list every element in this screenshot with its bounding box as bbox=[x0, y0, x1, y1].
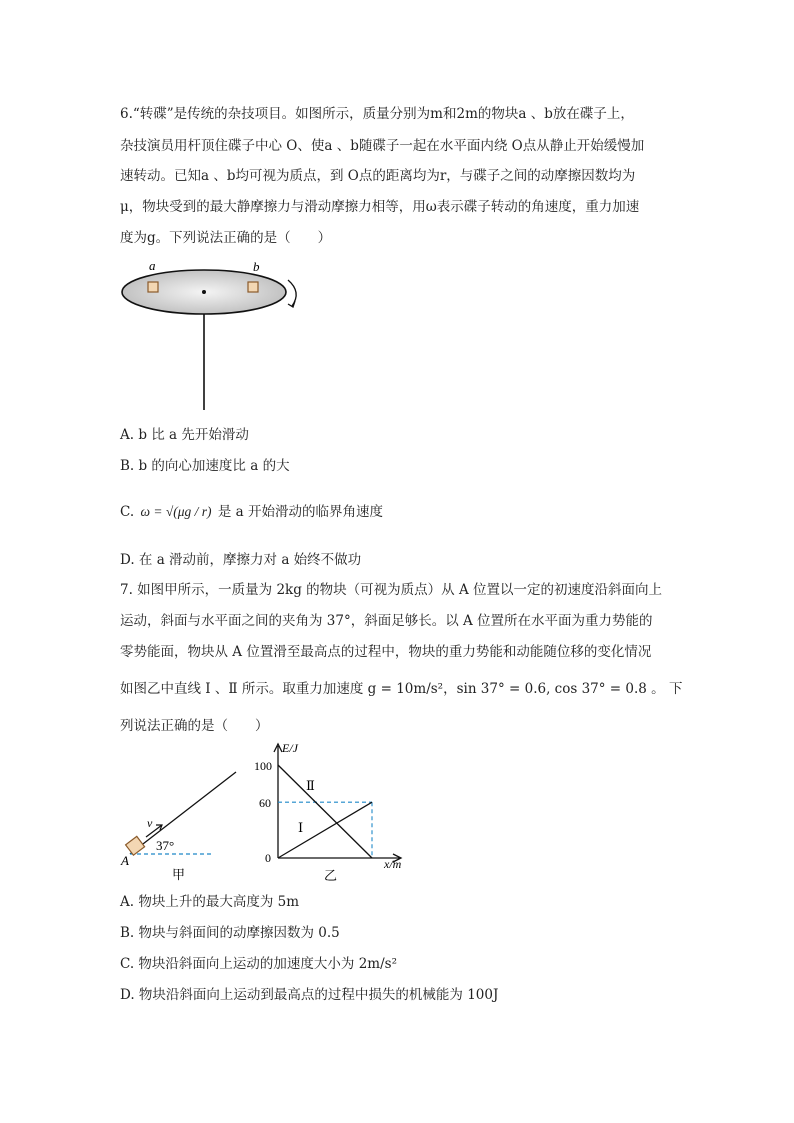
q7-line-3: 零势能面，物块从 A 位置滑至最高点的过程中，物块的重力势能和动能随位移的变化情况 bbox=[120, 644, 652, 660]
tick-label-100: 100 bbox=[254, 759, 272, 773]
q6-option-d[interactable]: D. 在 a 滑动前，摩擦力对 a 始终不做功 bbox=[120, 552, 362, 568]
option-c-text: 是 a 开始滑动的临界角速度 bbox=[217, 504, 383, 520]
q7-line-4: 如图乙中直线 Ⅰ 、Ⅱ 所示。取重力加速度 g = 10m/s²，sin 37° = 0.6, cos 37° = 0.8 。 下 bbox=[120, 681, 683, 697]
q7-option-c[interactable]: C. 物块沿斜面向上运动的加速度大小为 2m/s² bbox=[120, 956, 397, 972]
block-a bbox=[148, 282, 158, 292]
x-axis-label: x/m bbox=[384, 857, 402, 871]
velocity-label: v bbox=[147, 816, 153, 830]
block-b bbox=[248, 282, 258, 292]
point-a-label: A bbox=[121, 853, 129, 868]
angle-label: 37° bbox=[156, 838, 175, 853]
energy-chart-yi bbox=[252, 740, 422, 885]
q7-option-d[interactable]: D. 物块沿斜面向上运动到最高点的过程中损失的机械能为 100J bbox=[120, 987, 499, 1003]
q7-line-5: 列说法正确的是（ ） bbox=[120, 718, 269, 734]
q6-option-a[interactable]: A. b 比 a 先开始滑动 bbox=[120, 427, 249, 443]
q6-line-2: 杂技演员用杆顶住碟子中心 O、使a 、b随碟子一起在水平面内绕 O点从静止开始缓慢加 bbox=[120, 138, 645, 154]
caption-yi: 乙 bbox=[324, 868, 338, 883]
center-point-o bbox=[202, 290, 206, 294]
caption-jia: 甲 bbox=[172, 867, 186, 882]
spinning-plate-figure bbox=[112, 254, 332, 414]
q6-line-5: 度为g。下列说法正确的是（ ） bbox=[120, 230, 332, 246]
option-c-label: C. bbox=[120, 504, 135, 520]
q6-line-4: μ，物块受到的最大静摩擦力与滑动摩擦力相等，用ω表示碟子转动的角速度，重力加速 bbox=[120, 199, 640, 215]
origin-label: 0 bbox=[265, 851, 271, 865]
tick-label-60: 60 bbox=[259, 796, 271, 810]
q6-line-3: 速转动。已知a 、b均可视为质点，到 O点的距离均为r，与碟子之间的动摩擦因数均为 bbox=[120, 168, 636, 184]
y-axis-label: E/J bbox=[282, 741, 298, 755]
label-a: a bbox=[149, 258, 156, 273]
series-line-ii bbox=[278, 765, 372, 858]
q6-option-b[interactable]: B. b 的向心加速度比 a 的大 bbox=[120, 458, 290, 474]
series-line-i bbox=[278, 802, 372, 858]
q6-line-1: 6.“转碟”是传统的杂技项目。如图所示，质量分别为m和2m的物块a 、b放在碟子上， bbox=[120, 106, 634, 122]
q7-line-1: 7. 如图甲所示，一质量为 2kg 的物块（可视为质点）从 A 位置以一定的初速度沿斜面向上 bbox=[120, 582, 662, 598]
critical-omega-formula: ω = √(μg / r) bbox=[140, 504, 212, 519]
q6-option-c[interactable] bbox=[120, 502, 383, 522]
incline-figure-jia bbox=[116, 765, 246, 885]
incline-surface bbox=[130, 772, 236, 854]
q7-option-a[interactable]: A. 物块上升的最大高度为 5m bbox=[120, 894, 300, 910]
series-label-i: Ⅰ bbox=[298, 820, 304, 835]
label-b: b bbox=[253, 259, 260, 274]
series-label-ii: Ⅱ bbox=[306, 778, 315, 793]
q7-option-b[interactable]: B. 物块与斜面间的动摩擦因数为 0.5 bbox=[120, 925, 340, 941]
q7-line-2: 运动，斜面与水平面之间的夹角为 37°，斜面足够长。以 A 位置所在水平面为重力势能的 bbox=[120, 613, 653, 629]
